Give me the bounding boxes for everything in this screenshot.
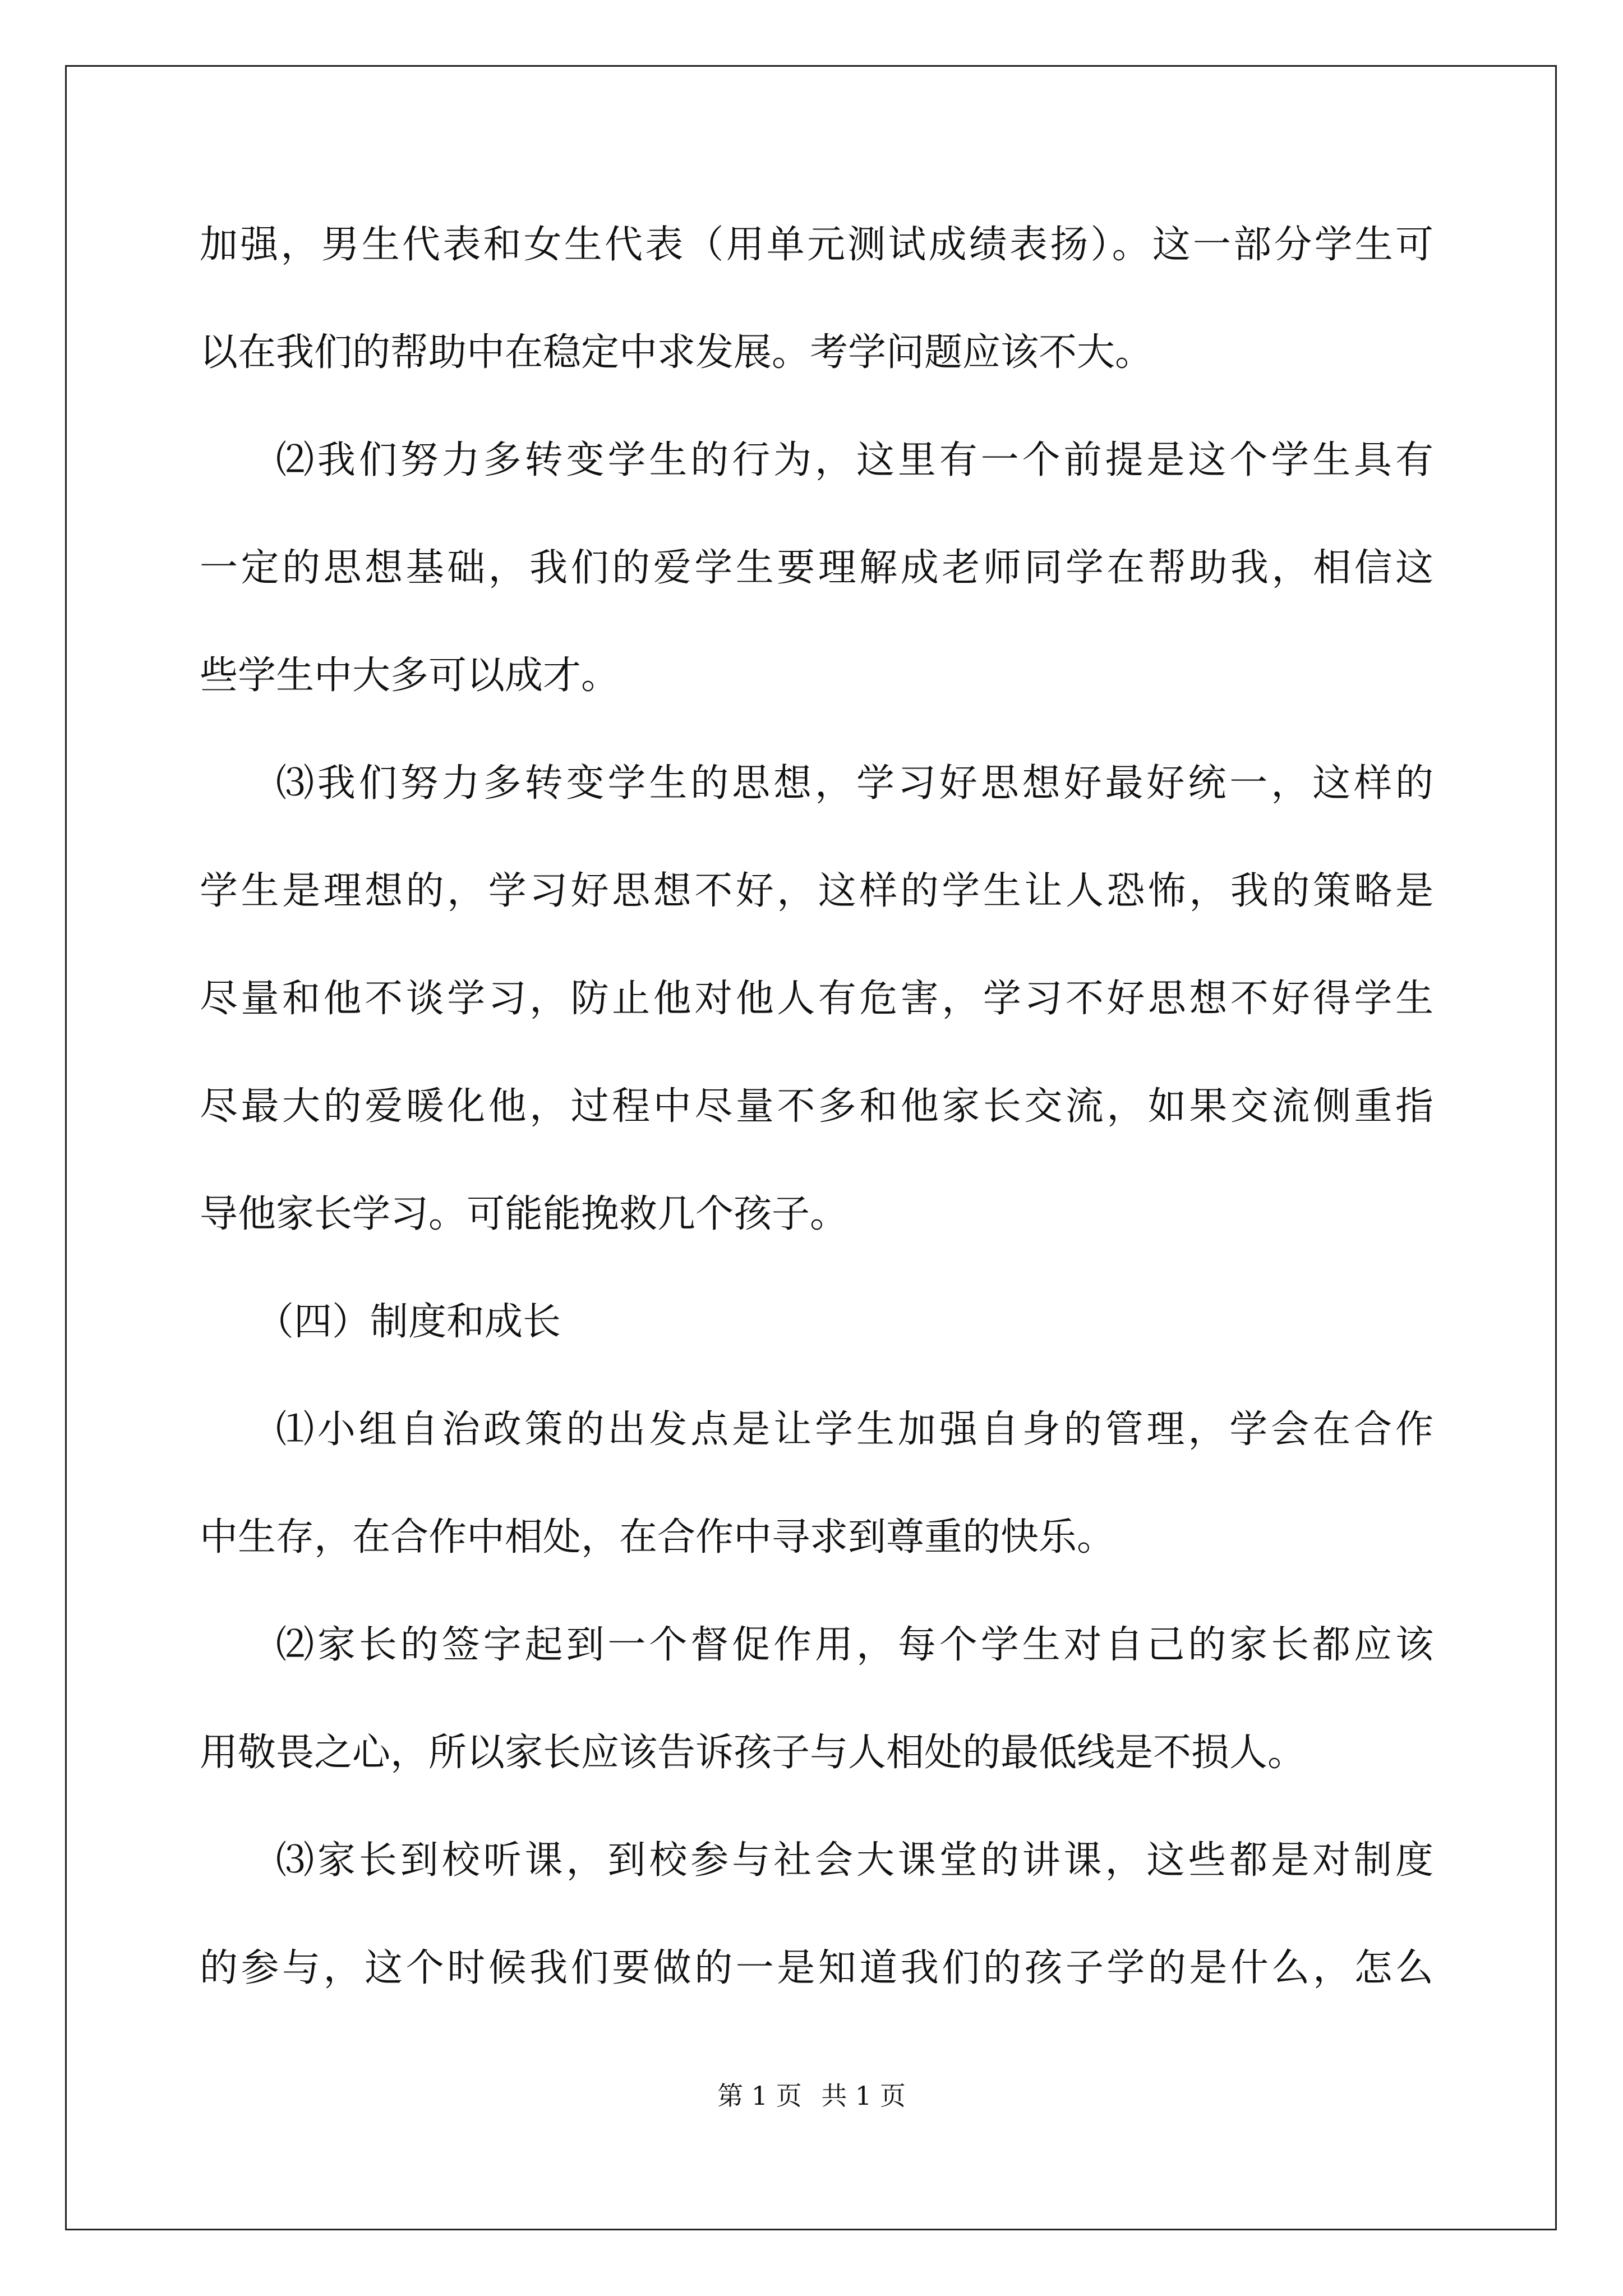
body-line: 用敬畏之心，所以家长应该告诉孩子与人相处的最低线是不损人。 xyxy=(200,1731,1306,1775)
body-line: ⑵家长的签字起到一个督促作用，每个学生对自己的家长都应该 xyxy=(276,1623,1433,1667)
body-line: 中生存，在合作中相处，在合作中寻求到尊重的快乐。 xyxy=(200,1515,1115,1559)
page-number-total: 共 1 页 xyxy=(821,2081,906,2111)
page-number-current: 第 1 页 xyxy=(717,2081,802,2111)
body-line: ⑶我们努力多转变学生的思想，学习好思想好最好统一，这样的 xyxy=(276,761,1433,806)
body-line: 的参与，这个时候我们要做的一是知道我们的孩子学的是什么，怎么 xyxy=(200,1946,1433,1990)
document-body xyxy=(200,214,1433,2045)
body-line: 一定的思想基础，我们的爱学生要理解成老师同学在帮助我，相信这 xyxy=(200,546,1433,590)
body-line: 尽最大的爱暖化他，过程中尽量不多和他家长交流，如果交流侧重指 xyxy=(200,1084,1433,1129)
section-heading: （四）制度和成长 xyxy=(256,1300,561,1344)
body-line: 些学生中大多可以成才。 xyxy=(200,654,620,698)
body-line: ⑵我们努力多转变学生的行为，这里有一个前提是这个学生具有 xyxy=(276,438,1433,482)
body-line: ⑴小组自治政策的出发点是让学生加强自身的管理，学会在合作 xyxy=(276,1407,1433,1452)
body-line: 以在我们的帮助中在稳定中求发展。考学问题应该不大。 xyxy=(200,330,1154,375)
page-footer xyxy=(0,2076,1623,2113)
body-line: 导他家长学习。可能能挽救几个孩子。 xyxy=(200,1192,849,1236)
body-line: 学生是理想的，学习好思想不好，这样的学生让人恐怖，我的策略是 xyxy=(200,869,1433,913)
body-line: 加强，男生代表和女生代表（用单元测试成绩表扬）。这一部分学生可 xyxy=(200,223,1433,267)
body-line: 尽量和他不谈学习，防止他对他人有危害，学习不好思想不好得学生 xyxy=(200,977,1433,1021)
body-line: ⑶家长到校听课，到校参与社会大课堂的讲课，这些都是对制度 xyxy=(276,1838,1433,1883)
